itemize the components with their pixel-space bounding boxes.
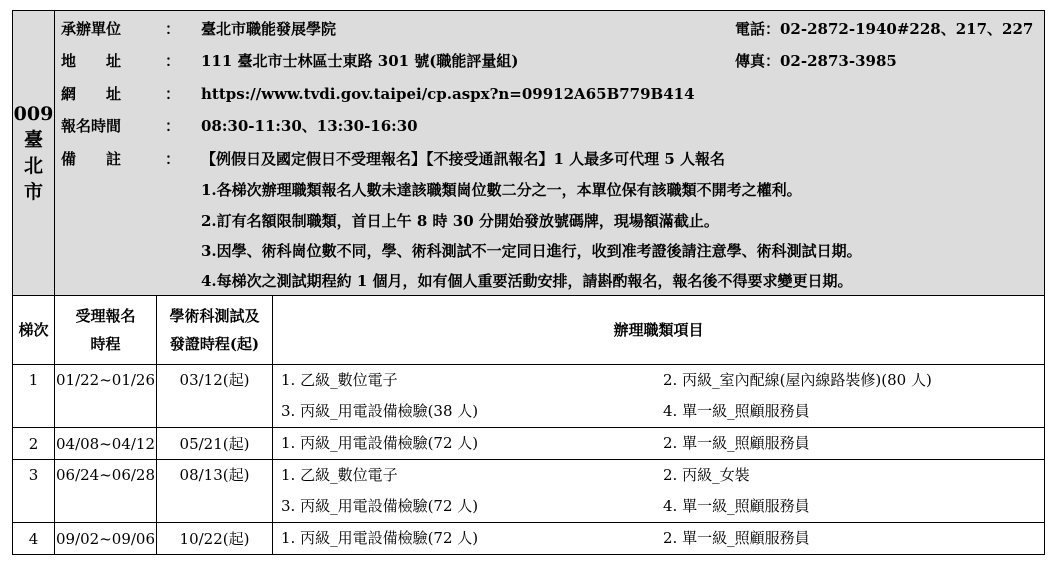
item-text: 1. 乙級_數位電子 (281, 466, 398, 484)
item-text: 1. 丙級_用電設備檢驗(72 人) (281, 529, 479, 547)
org-line: 承辦單位 ： 臺北市職能發展學院 電話：02-2872-1940#228、217、227 (61, 20, 1034, 38)
test-date: 08/13(起) (157, 460, 273, 523)
items-cell (273, 460, 1045, 492)
city-char-3: 市 (23, 181, 43, 203)
reg-time-label: 報名時間 (61, 117, 122, 135)
item-text: 1. 乙級_數位電子 (281, 371, 398, 389)
reg-time-value: 08:30-11:30、13:30-16:30 (201, 117, 418, 135)
info-block (55, 11, 1045, 296)
remarks-value: 【例假日及國定假日不受理報名】【不接受通訊報名】1 人最多可代理 5 人報名 (201, 150, 726, 168)
item-text: 2. 單一級_照顧服務員 (663, 529, 810, 547)
test-date: 05/21(起) (157, 428, 273, 460)
org-value: 臺北市職能發展學院 (201, 20, 337, 38)
city-char-1: 臺 (23, 129, 43, 151)
header-items: 辦理職類項目 (273, 296, 1045, 365)
remarks-label: 備 註 (61, 150, 122, 168)
table-row (13, 428, 1045, 460)
note-1: 1.各梯次辦理職類報名人數未達該職類崗位數二分之一，本單位保有該職類不開考之權利。 (201, 181, 802, 199)
test-date: 03/12(起) (157, 365, 273, 428)
batch-number: 3 (13, 460, 55, 523)
unit-code-cell (13, 11, 55, 296)
city-char-2: 北 (23, 155, 43, 177)
table-row (13, 365, 1045, 397)
website-link[interactable]: https://www.tvdi.gov.taipei/cp.aspx?n=09912A65B779B414 (201, 85, 695, 103)
items-cell (273, 523, 1045, 555)
items-cell (273, 491, 1045, 523)
address-value: 111 臺北市士林區士東路 301 號(職能評量組) (201, 52, 519, 70)
item-text: 2. 單一級_照顧服務員 (663, 434, 810, 452)
item-text: 2. 丙級_室內配線(屋內線路裝修)(80 人) (663, 371, 932, 389)
registration-period: 06/24~06/28 (55, 460, 157, 523)
org-label: 承辦單位 (61, 20, 122, 38)
items-cell (273, 365, 1045, 397)
header-batch: 梯次 (13, 296, 55, 365)
note-2: 2.訂有名額限制職類，首日上午 8 時 30 分開始發放號碼牌，現場額滿截止。 (201, 212, 719, 230)
registration-period: 09/02~09/06 (55, 523, 157, 555)
address-label: 地 址 (61, 52, 122, 70)
items-cell (273, 428, 1045, 460)
note-3: 3.因學、術科崗位數不同，學、術科測試不一定同日進行，收到准考證後請注意學、術科測試日期。 (201, 242, 862, 260)
address-line: 地 址 ： 111 臺北市士林區士東路 301 號(職能評量組) 傳真：02-2873-3985 (61, 52, 897, 70)
header-test-date: 學術科測試及 發證時程(起) (157, 296, 273, 365)
batch-number: 2 (13, 428, 55, 460)
test-date: 10/22(起) (157, 523, 273, 555)
batch-number: 1 (13, 365, 55, 428)
phone-text: 電話：02-2872-1940#228、217、227 (735, 20, 1034, 38)
table-header (13, 296, 1045, 365)
header-registration: 受理報名 時程 (55, 296, 157, 365)
item-text: 4. 單一級_照顧服務員 (663, 497, 810, 515)
batch-number: 4 (13, 523, 55, 555)
item-text: 3. 丙級_用電設備檢驗(38 人) (281, 402, 479, 420)
item-text: 4. 單一級_照顧服務員 (663, 402, 810, 420)
reg-time-line: 報名時間 ： 08:30-11:30、13:30-16:30 (61, 117, 418, 135)
website-line: 網 址 ： https://www.tvdi.gov.taipei/cp.aspx?n=09912A65B779B414 (61, 85, 695, 103)
note-4: 4.每梯次之測試期程約 1 個月，如有個人重要活動安排，請斟酌報名，報名後不得要求變更日期。 (201, 272, 853, 290)
remarks-line: 備 註 ： 【例假日及國定假日不受理報名】【不接受通訊報名】1 人最多可代理 5 人報名 (61, 150, 726, 168)
registration-period: 01/22~01/26 (55, 365, 157, 428)
item-text: 1. 丙級_用電設備檢驗(72 人) (281, 434, 479, 452)
table-row (13, 523, 1045, 555)
table-row (13, 460, 1045, 492)
items-cell (273, 396, 1045, 428)
website-label: 網 址 (61, 85, 122, 103)
item-text: 2. 丙級_女裝 (663, 466, 750, 484)
registration-period: 04/08~04/12 (55, 428, 157, 460)
fax-text: 傳真：02-2873-3985 (735, 52, 897, 70)
unit-code: 009 (13, 103, 54, 125)
item-text: 3. 丙級_用電設備檢驗(72 人) (281, 497, 479, 515)
exam-schedule-table (12, 10, 1045, 555)
